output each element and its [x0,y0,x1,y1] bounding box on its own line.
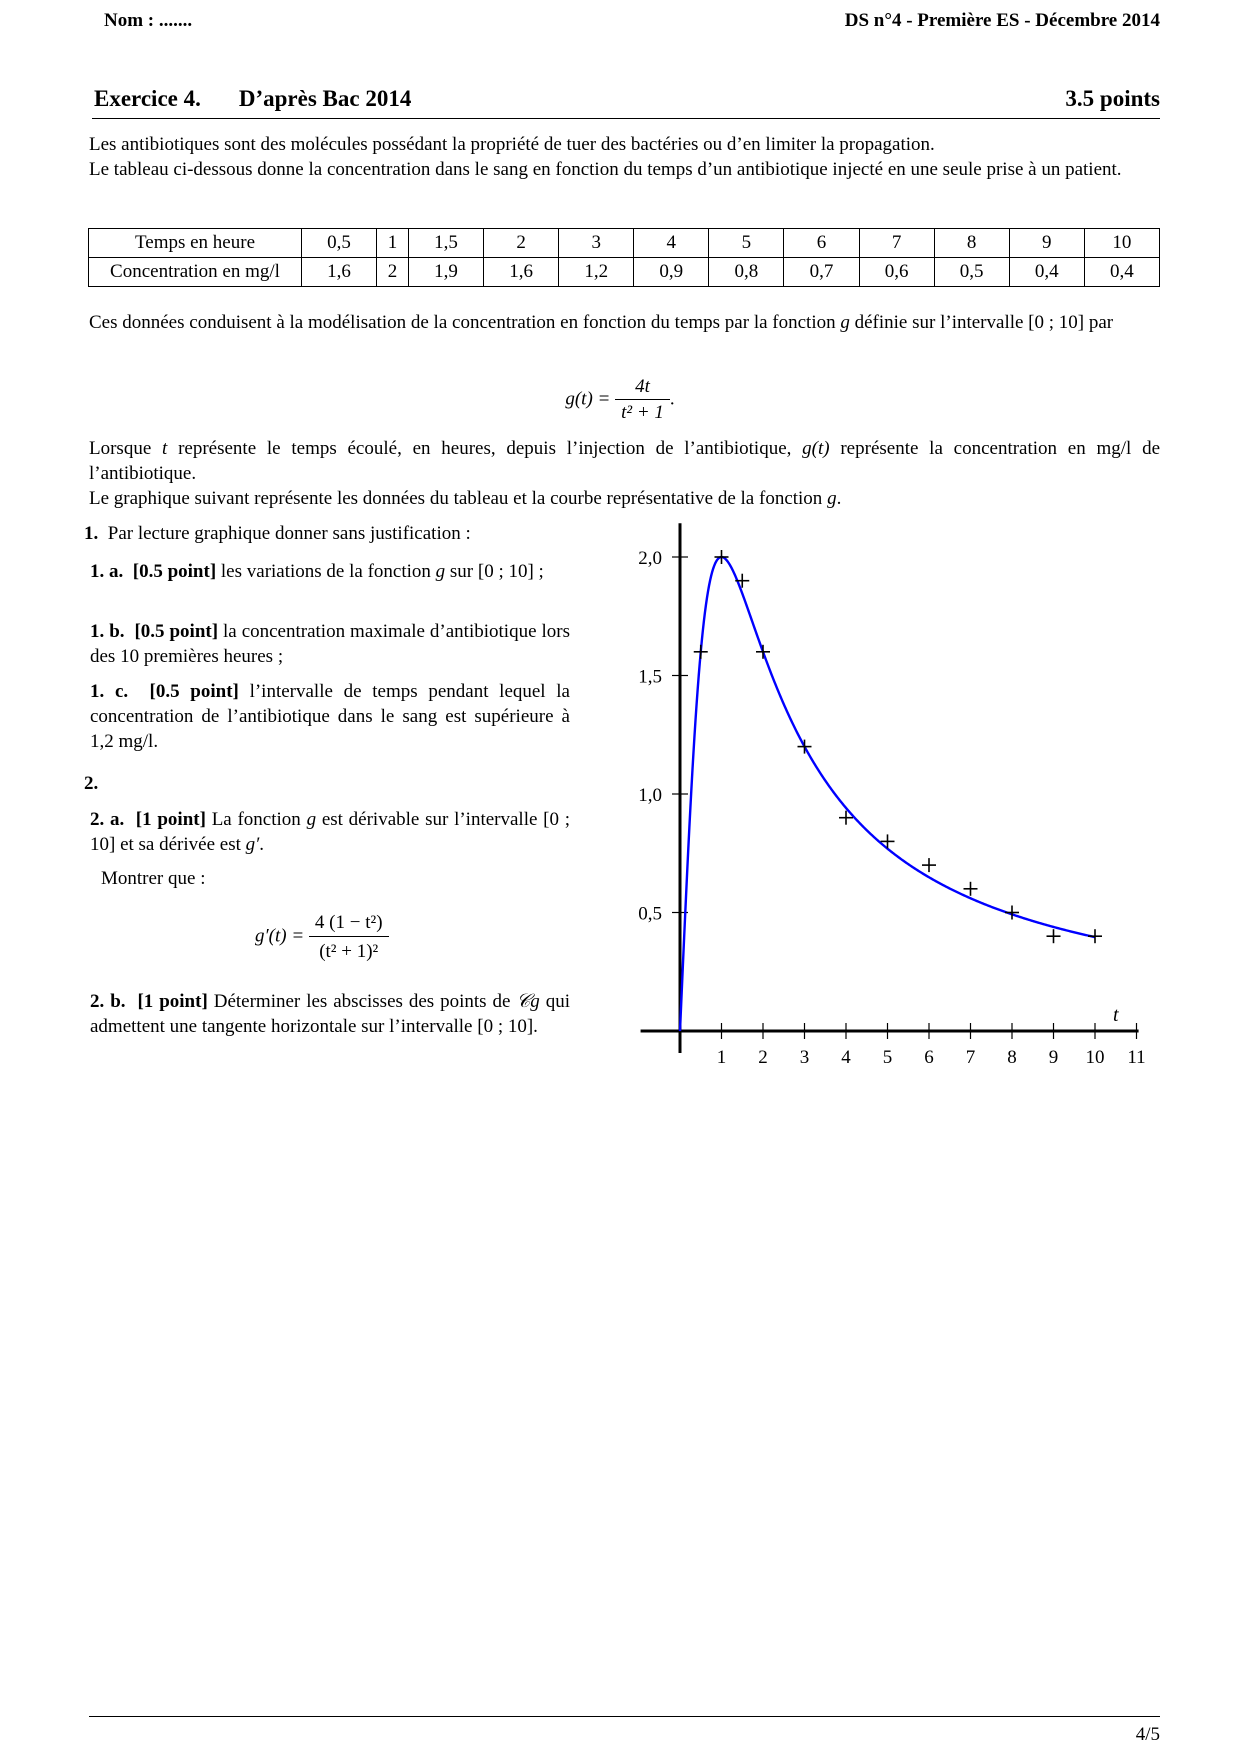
explanation-part-b: représente le temps écoulé, en heures, depuis l’injection de l’antibiotique, [167,438,803,459]
model-text-a: Ces données conduisent à la modélisation de la concentration en fonction du temps par la fonction [89,312,841,333]
intro-line-2: Le tableau ci-dessous donne la concentration dans le sang en fonction du temps d’un antibiotique injecté en une seule prise à un patient. [89,159,1122,180]
exercise-source: D’après Bac 2014 [238,86,412,111]
footer-rule [89,1716,1160,1717]
x-tick-label: 3 [799,1047,810,1068]
data-point [756,645,770,659]
table-cell: 9 [1009,229,1084,258]
table-cell: 10 [1084,229,1159,258]
graph-sentence-text: Le graphique suivant représente les données du tableau et la courbe représentative de la fonction [89,488,828,509]
question-1c-label: 1. c. [90,681,129,702]
question-2a-end: . [259,834,265,855]
question-2b-end: qui admettent une tangente horizontale sur l’intervalle [0 ; 10]. [90,991,571,1037]
question-1c-points: [0.5 point] [149,681,239,702]
model-text-b: définie sur l’intervalle [0 ; 10] par [849,312,1114,333]
derivative-denominator: (t² + 1)² [319,941,379,962]
x-tick-label: 4 [841,1047,851,1068]
question-2b-curve: 𝒞g [516,991,540,1012]
table-cell: 7 [859,229,934,258]
name-field: Nom : ....... [104,10,193,31]
chart-axes [641,523,1139,1053]
chart-curve-g [680,557,1095,1031]
question-1a-text: les variations de la fonction [216,561,436,582]
table-cell: 1 [377,229,409,258]
question-2a-text-2: est dérivable sur l’intervalle [0 ; 10] et sa dérivée est [90,809,571,855]
table-cell: 6 [784,229,859,258]
exercise-points: 3.5 points [1065,86,1160,111]
data-point [1047,929,1061,943]
data-point [798,740,812,754]
model-fn: g [840,312,850,333]
x-tick-label: 6 [924,1047,934,1068]
table-cell: 0,4 [1009,258,1084,287]
table-cell: 3 [559,229,634,258]
table-cell: 1,6 [302,258,377,287]
x-tick-label: 7 [965,1047,976,1068]
question-1a-end: sur [0 ; 10] ; [445,561,544,582]
page-number: 4/5 [1135,1724,1160,1745]
question-1a-fn: g [435,561,446,582]
chart-points [694,550,1102,943]
formula-numerator: 4t [615,376,670,400]
question-2a-points: [1 point] [135,809,206,830]
x-tick-label: 10 [1085,1047,1105,1068]
x-tick-label: 1 [716,1047,727,1068]
formula-denominator: t² + 1 [621,402,664,423]
question-1-label: 1. [84,523,99,544]
explanation-part-c: représente la concentration en mg/l de l’antibiotique. [89,438,1161,484]
formula-lhs: g(t) = [565,388,611,410]
question-1a-points: [0.5 point] [132,561,217,582]
question-2a-show: Montrer que : [101,868,206,889]
question-1a-label: 1. a. [90,561,124,582]
table-cell: 0,6 [859,258,934,287]
table-header-time: Temps en heure [89,229,302,258]
x-tick-label: 11 [1127,1047,1146,1068]
table-cell: 0,5 [302,229,377,258]
question-2a-fn: g [306,809,317,830]
data-point [881,834,895,848]
y-tick-label: 1,5 [638,666,662,688]
table-cell: 2 [484,229,559,258]
explanation-var-t: t [162,438,168,459]
chart-ticks [638,548,1145,1068]
question-2a-derivative: g′ [245,834,260,855]
table-cell: 1,5 [408,229,483,258]
data-point [964,882,978,896]
y-tick-label: 1,0 [638,785,662,806]
explanation-part-a: Lorsque [89,438,163,459]
table-cell: 0,9 [634,258,709,287]
table-cell: 8 [934,229,1009,258]
exercise-number: Exercice 4. [94,86,201,111]
exam-title: DS n°4 - Première ES - Décembre 2014 [844,10,1160,31]
derivative-lhs: g′(t) = [255,925,305,947]
y-tick-label: 2,0 [638,548,662,569]
x-tick-label: 2 [758,1047,768,1068]
question-2a-text: La fonction [205,809,307,830]
table-cell: 1,9 [408,258,483,287]
question-2b-label: 2. b. [90,991,126,1012]
table-cell: 1,6 [484,258,559,287]
question-2b-text: Déterminer les abscisses des points de [207,991,517,1012]
x-axis-label: t [1112,1004,1119,1026]
table-cell: 0,8 [709,258,784,287]
formula-end: . [669,388,675,410]
intro-line-1: Les antibiotiques sont des molécules possédant la propriété de tuer des bactéries ou d’en limiter la propagation. [89,134,935,155]
data-point [735,574,749,588]
graph-fn: g [827,488,837,509]
table-header-concentration: Concentration en mg/l [89,258,302,287]
table-cell: 5 [709,229,784,258]
data-point [694,645,708,659]
table-cell: 4 [634,229,709,258]
question-2a-label: 2. a. [90,809,125,830]
question-1c-text: l’intervalle de temps pendant lequel la concentration de l’antibiotique dans le sang est supérieure à 1,2 mg/l. [90,681,570,752]
graph-end: . [836,488,842,509]
table-cell: 2 [377,258,409,287]
question-1b-label: 1. b. [90,621,125,642]
derivative-numerator: 4 (1 − t²) [309,910,389,937]
question-2-label: 2. [84,773,99,794]
x-tick-label: 5 [882,1047,893,1068]
question-1b-text: la concentration maximale d’antibiotique lors des 10 premières heures ; [90,621,570,667]
table-cell: 1,2 [559,258,634,287]
x-tick-label: 8 [1007,1047,1017,1068]
table-cell: 0,7 [784,258,859,287]
question-1-text: Par lecture graphique donner sans justification : [107,523,471,544]
data-point [1005,906,1019,920]
y-tick-label: 0,5 [638,903,662,925]
table-cell: 0,5 [934,258,1009,287]
x-tick-label: 9 [1048,1047,1059,1068]
data-point [922,858,936,872]
question-1b-points: [0.5 point] [134,621,219,642]
question-2b-points: [1 point] [137,991,208,1012]
table-cell: 0,4 [1084,258,1159,287]
explanation-gt: g(t) [802,438,830,459]
data-point [1088,929,1102,943]
